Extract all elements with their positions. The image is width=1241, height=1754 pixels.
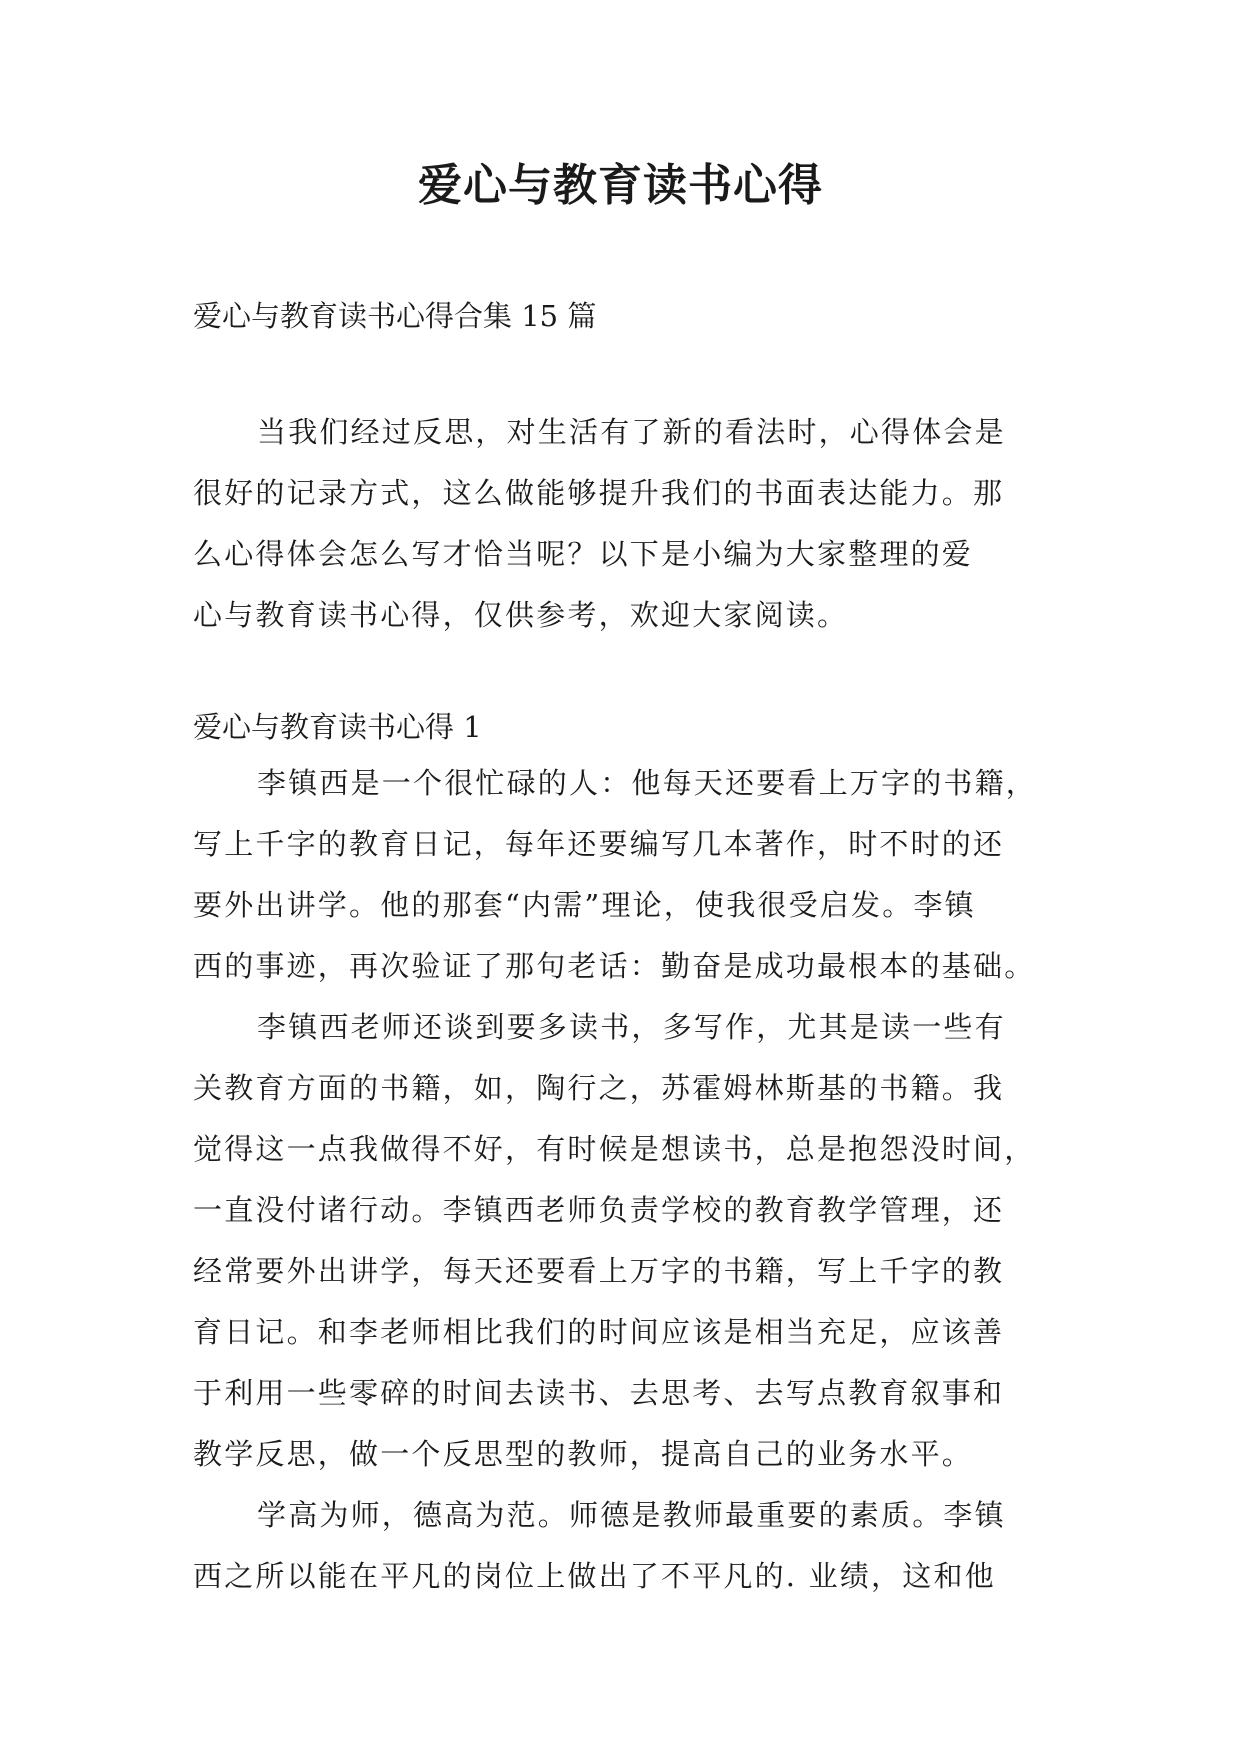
paragraph-line: 要外出讲学。他的那套“内需”理论，使我很受启发。李镇	[193, 888, 976, 922]
paragraph-line: 很好的记录方式，这么做能够提升我们的书面表达能力。那	[193, 476, 1005, 510]
paragraph-line: 么心得体会怎么写才恰当呢？以下是小编为大家整理的爱	[193, 537, 974, 571]
paragraph-line: 西的事迹，再次验证了那句老话：勤奋是成功最根本的基础。	[193, 949, 1036, 983]
paragraph-line: 于利用一些零碎的时间去读书、去思考、去写点教育叙事和	[193, 1376, 1005, 1410]
paragraph-line: 当我们经过反思，对生活有了新的看法时，心得体会是	[257, 415, 1006, 449]
paragraph-line: 一直没付诸行动。李镇西老师负责学校的教育教学管理，还	[193, 1193, 1005, 1227]
paragraph-line: 西之所以能在平凡的岗位上做出了不平凡的. 业绩，这和他	[193, 1559, 996, 1593]
section-body	[193, 753, 1055, 1607]
section-heading: 爱心与教育读书心得 1	[193, 710, 482, 744]
paragraph-line: 写上千字的教育日记，每年还要编写几本著作，时不时的还	[193, 827, 1005, 861]
paragraph-line: 育日记。和李老师相比我们的时间应该是相当充足，应该善	[193, 1315, 1005, 1349]
paragraph-line: 觉得这一点我做得不好，有时候是想读书，总是抱怨没时间，	[193, 1132, 1036, 1166]
paragraph-line: 心与教育读书心得，仅供参考，欢迎大家阅读。	[193, 598, 849, 632]
paragraph-line: 李镇西老师还谈到要多读书，多写作，尤其是读一些有	[257, 1010, 1006, 1044]
page-title: 爱心与教育读书心得	[418, 160, 823, 211]
paragraph-line: 李镇西是一个很忙碌的人：他每天还要看上万字的书籍，	[257, 766, 1038, 800]
paragraph-line: 关教育方面的书籍，如，陶行之，苏霍姆林斯基的书籍。我	[193, 1071, 1005, 1105]
paragraph-line: 学高为师，德高为范。师德是教师最重要的素质。李镇	[257, 1498, 1006, 1532]
paragraph-line: 经常要外出讲学，每天还要看上万字的书籍，写上千字的教	[193, 1254, 1005, 1288]
intro-paragraph	[193, 402, 1055, 646]
paragraph-line: 教学反思，做一个反思型的教师，提高自己的业务水平。	[193, 1437, 974, 1471]
document-subtitle: 爱心与教育读书心得合集 15 篇	[193, 299, 597, 333]
